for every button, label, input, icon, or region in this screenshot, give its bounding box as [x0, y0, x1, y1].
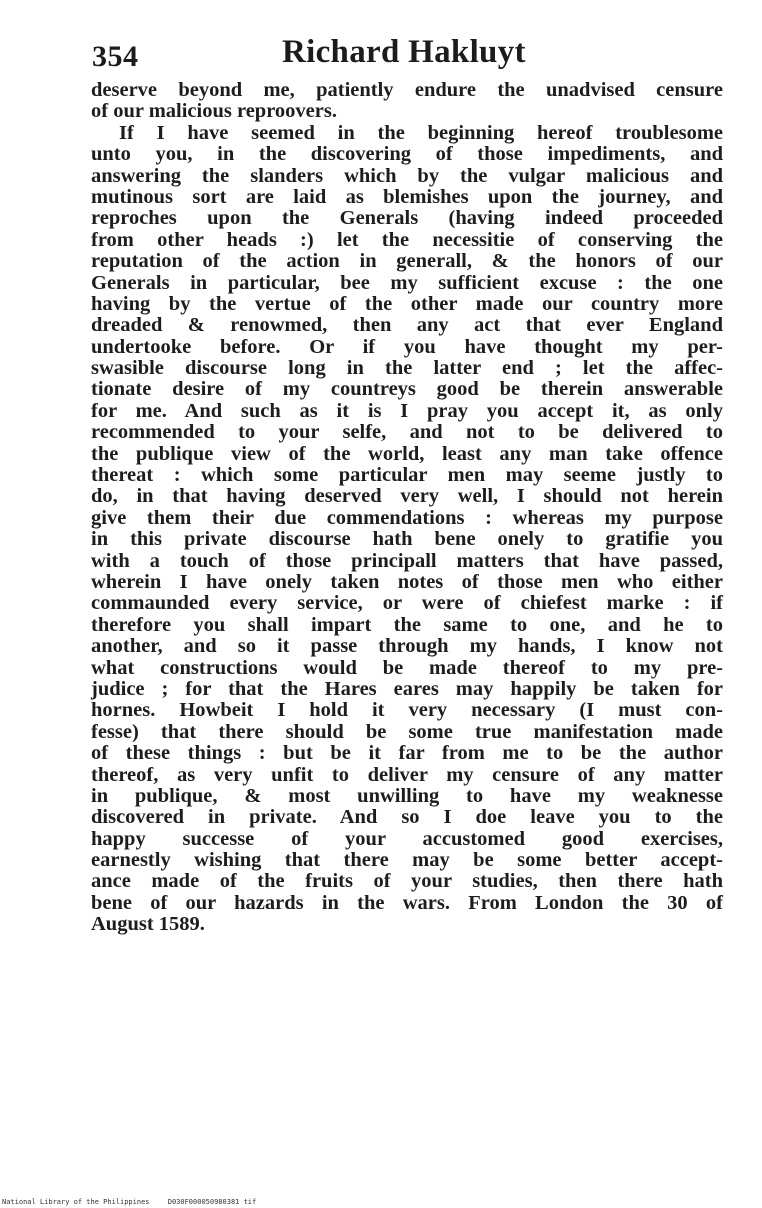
text-line: do, in that having deserved very well, I should not herein [91, 485, 723, 508]
text-line: give them their due commendations : whereas my purpose [91, 506, 723, 529]
text-line: in publique, & most unwilling to have my weaknesse [91, 784, 723, 807]
text-line: swasible discourse long in the latter end ; let the affec- [91, 357, 723, 380]
text-line: tionate desire of my countreys good be therein answerable [91, 378, 723, 401]
text-line: thereof, as very unfit to deliver my censure of any matter [91, 763, 723, 786]
text-line: from other heads :) let the necessitie of conserving the [91, 228, 723, 251]
body-text [91, 80, 723, 936]
text-line: hornes. Howbeit I hold it very necessary (I must con- [91, 699, 723, 722]
text-line: fesse) that there should be some true manifestation made [91, 720, 723, 743]
text-line: reputation of the action in generall, & the honors of our [91, 250, 723, 273]
text-line: for me. And such as it is I pray you accept it, as only [91, 399, 723, 422]
text-line: of these things : but be it far from me to be the author [91, 742, 723, 765]
text-line: discovered in private. And so I doe leave you to the [91, 806, 723, 829]
text-line: happy successe of your accustomed good exercises, [91, 827, 723, 850]
text-line: what constructions would be made thereof to my pre- [91, 656, 723, 679]
running-title: Richard Hakluyt [282, 34, 526, 70]
text-line: in this private discourse hath bene onely to gratifie you [91, 528, 723, 551]
text-line: Generals in particular, bee my sufficient excuse : the one [91, 271, 723, 294]
running-head [92, 30, 732, 82]
text-line: having by the vertue of the other made our country more [91, 292, 723, 315]
text-line: unto you, in the discovering of those impediments, and [91, 143, 723, 166]
text-line: mutinous sort are laid as blemishes upon the journey, and [91, 185, 723, 208]
text-line: judice ; for that the Hares eares may happily be taken for [91, 677, 723, 700]
footer-file: D030F000050980381 tif [167, 1198, 257, 1206]
text-line: thereat : which some particular men may seeme justly to [91, 464, 723, 487]
text-line: recommended to your selfe, and not to be delivered to [91, 421, 723, 444]
footer-source: National Library of the Philippines [2, 1198, 150, 1206]
text-line: commaunded every service, or were of chiefest marke : if [91, 592, 723, 615]
text-line: ance made of the fruits of your studies, then there hath [91, 870, 723, 893]
text-line: If I have seemed in the beginning hereof troublesome [119, 121, 723, 144]
text-line: with a touch of those principall matters that have passed, [91, 549, 723, 572]
text-line: therefore you shall impart the same to one, and he to [91, 613, 723, 636]
text-line: wherein I have onely taken notes of those men who either [91, 570, 723, 593]
text-line: undertooke before. Or if you have thought my per- [91, 335, 723, 358]
text-line: another, and so it passe through my hands, I know not [91, 635, 723, 658]
text-line: dreaded & renowmed, then any act that ever England [91, 314, 723, 337]
text-line: deserve beyond me, patiently endure the unadvised censure [91, 79, 723, 101]
text-line: bene of our hazards in the wars. From London the 30 of [91, 891, 723, 914]
text-line: reproches upon the Generals (having indeed proceeded [91, 207, 723, 230]
text-line: answering the slanders which by the vulgar malicious and [91, 164, 723, 187]
scan-footer [2, 1198, 270, 1206]
text-line: of our malicious reproovers. [91, 100, 337, 123]
page-number: 354 [92, 40, 139, 73]
text-line: earnestly wishing that there may be some better accept- [91, 849, 723, 872]
text-line: August 1589. [91, 913, 205, 936]
text-line: the publique view of the world, least any man take offence [91, 442, 723, 465]
